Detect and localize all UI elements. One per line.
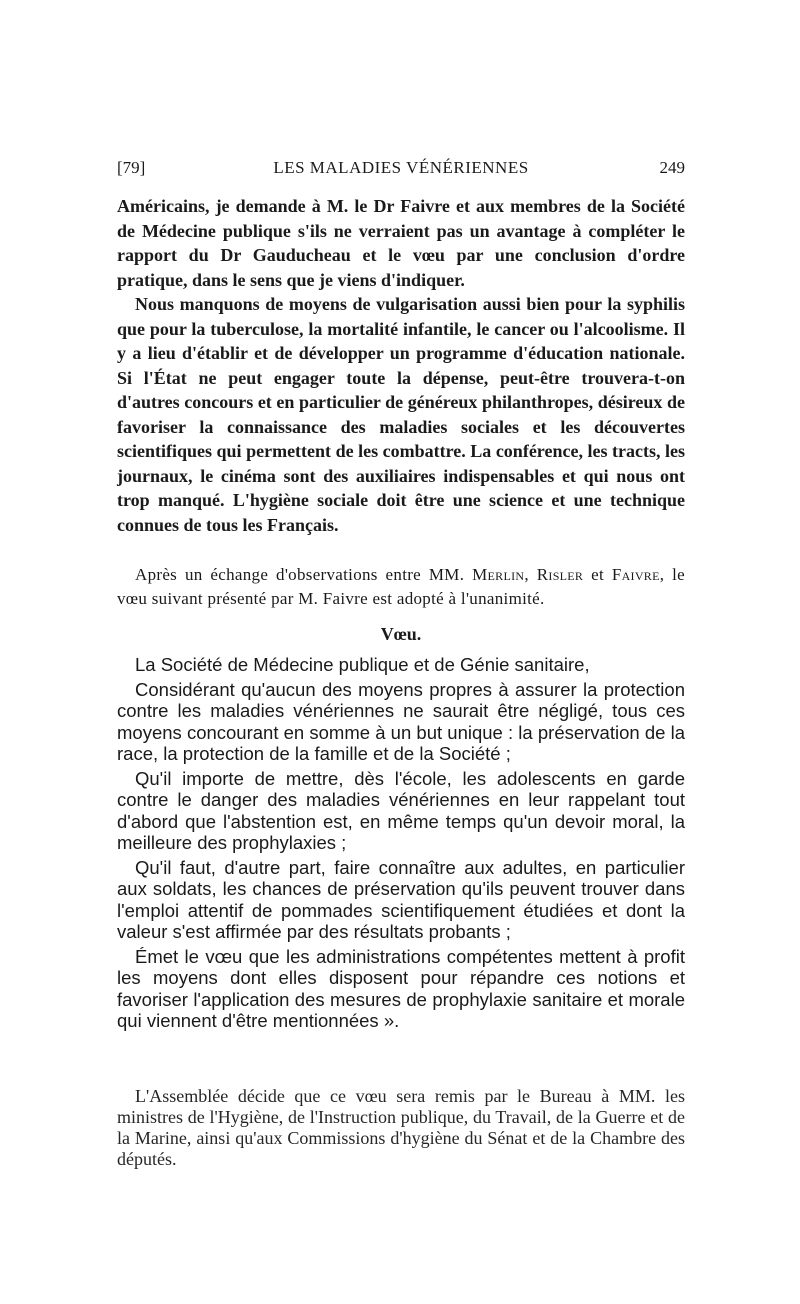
resolution-paragraph: Qu'il faut, d'autre part, faire connaître aux adultes, en particulier aux soldats, les chances de préservation qu'ils peuvent trouver dans l'emploi attentif de pommades scientifiquement étudiées et dont la valeur s'est affirmée par des résultats probants ; <box>117 856 685 942</box>
name-merlin: Merlin <box>472 565 525 584</box>
resolution-paragraph: Considérant qu'aucun des moyens propres à assurer la protection contre les maladies vénériennes ne saurait être négligé, tous ces moyens concourant en somme à un but unique : la préservation de la race, la protection de la famille et de la Société ; <box>117 678 685 764</box>
body-paragraph: Nous manquons de moyens de vulgarisation aussi bien pour la syphilis que pour la tuberculose, la mortalité infantile, le cancer ou l'alcoolisme. Il y a lieu d'établir et de développer un programme d'éducation nationale. Si l'État ne peut engager toute la dépense, peut-être trouvera-t-on d'autres concours et en particulier de généreux philanthropes, désireux de favoriser la connaissance des maladies sociales et les découvertes scientifiques qui permettent de les combattre. La conférence, les tracts, les journaux, le cinéma sont des auxiliaires indispensables et qui nous ont trop manqué. L'hygiène sociale doit être une science et une technique connues de tous les Français. <box>117 294 685 535</box>
body-paragraph: Américains, je demande à M. le Dr Faivre et aux membres de la Société de Médecine publique s'ils ne verraient pas un avantage à compléter le rapport du Dr Gauducheau et le vœu par une conclusion d'ordre pratique, dans le sens que je viens d'indiquer. <box>117 196 685 290</box>
resolution-paragraph: Émet le vœu que les administrations compétentes mettent à profit les moyens dont elles disposent pour répandre ces notions et favoriser l'application des mesures de prophylaxie sanitaire et morale qui viennent d'être mentionnées ». <box>117 945 685 1031</box>
page-reference: [79] <box>117 158 146 177</box>
resolution-paragraph: Qu'il importe de mettre, dès l'école, les adolescents en garde contre le danger des maladies vénériennes en leur rappelant tout d'abord que l'abstention est, en même temps qu'un devoir moral, la meilleure des prophylaxies ; <box>117 767 685 853</box>
closing-paragraph: L'Assemblée décide que ce vœu sera remis par le Bureau à MM. les ministres de l'Hygiène, de l'Instruction publique, du Travail, de la Guerre et de la Marine, ainsi qu'aux Commissions d'hygiène du Sénat et de la Chambre des députés. <box>117 1086 685 1169</box>
discussion-note: Après un échange d'observations entre MM. Merlin, Risler et Faivre, le vœu suivant présenté par M. Faivre est adopté à l'unanimité. <box>117 565 685 608</box>
name-faivre: Faivre <box>611 565 660 584</box>
page-header <box>117 158 685 182</box>
resolution-paragraph: La Société de Médecine publique et de Génie sanitaire, <box>135 654 590 675</box>
name-risler: Risler <box>536 565 584 584</box>
resolution-text <box>117 654 685 1035</box>
voeu-heading: Vœu. <box>380 624 422 644</box>
page-number: 249 <box>659 158 685 177</box>
running-title: LES MALADIES VÉNÉRIENNES <box>273 158 529 177</box>
body-text <box>117 194 685 537</box>
